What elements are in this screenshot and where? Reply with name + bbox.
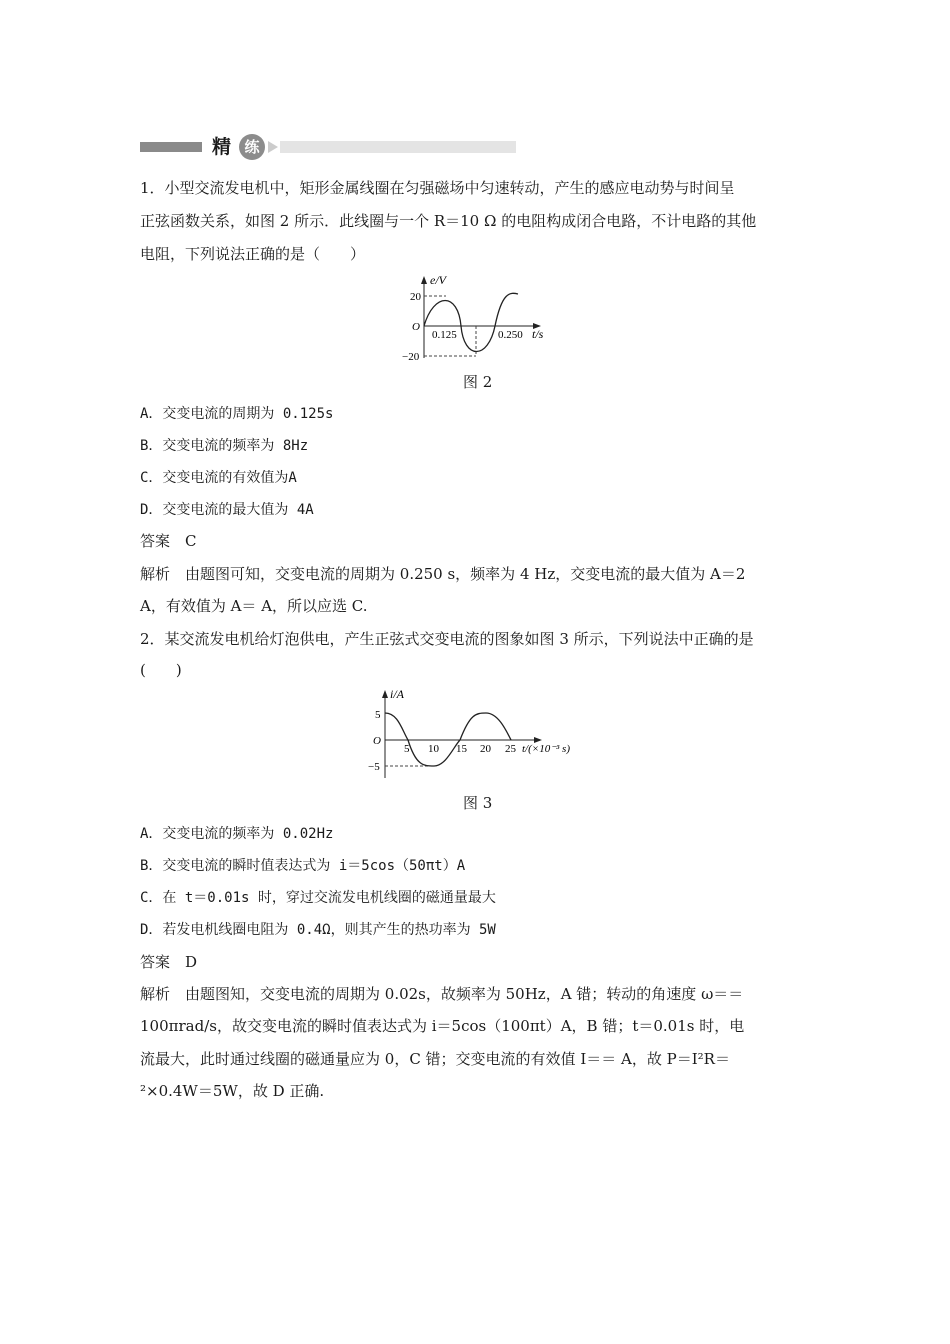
q2-stem-line1: 2．某交流发电机给灯泡供电，产生正弦式交变电流的图象如图 3 所示，下列说法中正确的是 bbox=[140, 630, 754, 648]
q1-option-a: A．交变电流的周期为 0.125s bbox=[140, 406, 334, 422]
banner-title: 精 bbox=[212, 136, 232, 158]
q1-figure-caption: 图 2 bbox=[463, 373, 493, 391]
banner-arrow-icon bbox=[268, 141, 278, 153]
q2-figure-caption: 图 3 bbox=[463, 794, 493, 812]
q1-y-tick-max: 20 bbox=[410, 291, 421, 303]
q2-x-tick-20: 20 bbox=[480, 743, 491, 755]
q2-x-tick-25: 25 bbox=[505, 743, 516, 755]
q2-x-tick-5: 5 bbox=[404, 743, 410, 755]
q1-option-d: D．交变电流的最大值为 4A bbox=[140, 502, 314, 518]
q1-x-label: t/s bbox=[532, 327, 544, 341]
q2-option-b: B．交变电流的瞬时值表达式为 i＝5cos（50πt）A bbox=[140, 858, 466, 874]
q2-y-tick-min: −5 bbox=[368, 761, 380, 773]
q2-x-tick-15: 15 bbox=[456, 743, 467, 755]
q2-analysis-line1: 解析 由题图知，交变电流的周期为 0.02s，故频率为 50Hz，A 错；转动的角速度 ω＝＝ bbox=[140, 985, 744, 1003]
q1-analysis-line2: A，有效值为 A＝ A，所以应选 C. bbox=[140, 597, 368, 615]
q2-option-d: D．若发电机线圈电阻为 0.4Ω，则其产生的热功率为 5W bbox=[140, 922, 496, 938]
q1-x-tick-2: 0.250 bbox=[498, 329, 523, 341]
q2-option-c: C．在 t＝0.01s 时，穿过交流发电机线圈的磁通量最大 bbox=[140, 890, 496, 906]
q2-y-label: i/A bbox=[390, 687, 404, 701]
q1-sine-curve bbox=[424, 293, 518, 351]
banner-bar-left bbox=[140, 142, 202, 152]
q1-y-axis-arrow bbox=[421, 276, 427, 284]
q2-origin: O bbox=[373, 735, 381, 747]
q2-y-axis-arrow bbox=[382, 690, 388, 698]
q1-answer: 答案 C bbox=[140, 532, 197, 550]
q2-option-a: A．交变电流的频率为 0.02Hz bbox=[140, 826, 334, 842]
q1-y-label: e/V bbox=[430, 273, 446, 287]
section-banner bbox=[140, 136, 516, 158]
q1-option-c: C．交变电流的有效值为A bbox=[140, 470, 297, 486]
q2-answer: 答案 D bbox=[140, 953, 198, 971]
q2-analysis-line4: ²×0.4W＝5W，故 D 正确. bbox=[140, 1082, 325, 1100]
q2-analysis-line2: 100πrad/s，故交变电流的瞬时值表达式为 i＝5cos（100πt）A，B 错；t＝0.01s 时，电 bbox=[140, 1017, 745, 1035]
q1-y-tick-min: −20 bbox=[402, 351, 420, 363]
banner-circle-badge: 练 bbox=[239, 134, 265, 160]
q1-option-b: B．交变电流的频率为 8Hz bbox=[140, 438, 309, 454]
q1-stem-line2: 正弦函数关系，如图 2 所示．此线圈与一个 R＝10 Ω 的电阻构成闭合电路，不计电路的其他 bbox=[140, 212, 757, 230]
q2-analysis-line3: 流最大，此时通过线圈的磁通量应为 0，C 错；交变电流的有效值 I＝＝ A，故 P＝I²R＝ bbox=[140, 1050, 730, 1068]
q2-x-tick-10: 10 bbox=[428, 743, 439, 755]
q1-stem-line3: 电阻，下列说法正确的是（ ） bbox=[140, 245, 366, 263]
q1-figure bbox=[390, 272, 560, 372]
q1-stem-line1: 1．小型交流发电机中，矩形金属线圈在匀强磁场中匀速转动，产生的感应电动势与时间呈 bbox=[140, 179, 735, 197]
q2-y-tick-max: 5 bbox=[375, 709, 381, 721]
banner-bar-right bbox=[280, 141, 516, 153]
q1-analysis-line1: 解析 由题图可知，交变电流的周期为 0.250 s，频率为 4 Hz，交变电流的最大值为 A＝2 bbox=[140, 565, 746, 583]
q2-figure bbox=[362, 686, 592, 786]
q2-stem-line2: ( ) bbox=[140, 661, 182, 679]
q2-x-label: t/(×10⁻³ s) bbox=[522, 743, 570, 755]
q1-origin: O bbox=[412, 321, 420, 333]
q1-x-tick-1: 0.125 bbox=[432, 329, 457, 341]
